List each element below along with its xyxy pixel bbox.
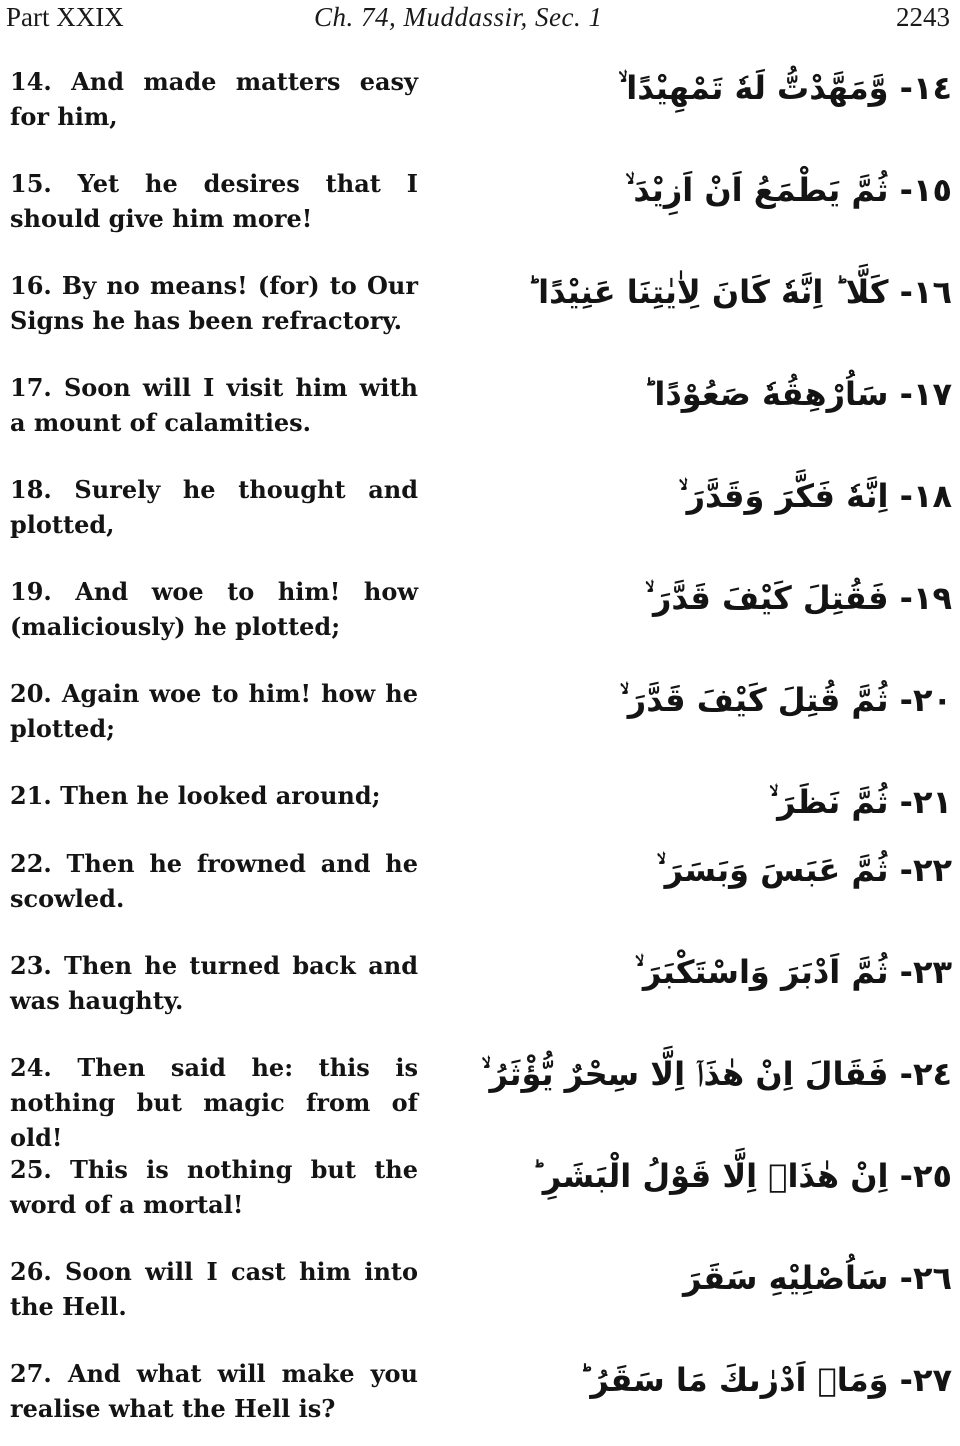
verse-arabic: ١٤- وَّمَهَّدْتُّ لَهٗ تَمْهِيْدًا ۙ xyxy=(618,69,952,107)
verse-row xyxy=(0,676,960,766)
verse-translation: 16. By no means! (for) to Our Signs he has been refractory. xyxy=(10,271,418,335)
verse-translation: 14. And made matters easy for him, xyxy=(10,67,418,131)
verse-arabic: ١٥- ثُمَّ يَطْمَعُ اَنْ اَزِيْدَ ۙ xyxy=(625,171,952,209)
part-label: Part XXIX xyxy=(6,2,124,32)
verse-row xyxy=(0,948,960,1038)
verse-row xyxy=(0,166,960,256)
verse-translation: 18. Surely he thought and plotted, xyxy=(10,475,418,539)
verse-translation: 19. And woe to him! how (maliciously) he plotted; xyxy=(10,577,418,641)
verse-row xyxy=(0,1152,960,1242)
verse-row xyxy=(0,370,960,460)
verse-translation: 20. Again woe to him! how he plotted; xyxy=(10,679,418,743)
verse-translation: 26. Soon will I cast him into the Hell. xyxy=(10,1257,418,1321)
verse-arabic: ١٩- فَقُتِلَ كَيْفَ قَدَّرَ ۙ xyxy=(644,579,952,617)
verse-arabic: ١٧- سَاُرْهِقُهٗ صَعُوْدًا ؕ xyxy=(643,375,952,413)
verse-arabic: ٢٧- وَمَاۤ اَدْرٰىكَ مَا سَقَرُ ؕ xyxy=(579,1361,952,1399)
verse-translation: 21. Then he looked around; xyxy=(10,781,381,810)
page-header xyxy=(0,0,960,36)
verse-arabic: ٢٤- فَقَالَ اِنْ هٰذَاۤ اِلَّا سِحْرٌ يُّؤْثَرُ ۙ xyxy=(481,1055,952,1093)
verse-arabic: ١٨- اِنَّهٗ فَكَّرَ وَقَدَّرَ ۙ xyxy=(678,477,952,515)
verse-arabic: ١٦- كَلَّا ؕ اِنَّهٗ كَانَ لِاٰيٰتِنَا عَنِيْدًا ؕ xyxy=(527,273,952,311)
verse-translation: 17. Soon will I visit him with a mount of calamities. xyxy=(10,373,418,437)
verse-translation: 25. This is nothing but the word of a mortal! xyxy=(10,1155,418,1219)
verse-row xyxy=(0,268,960,358)
verse-row xyxy=(0,1254,960,1344)
verse-row xyxy=(0,574,960,664)
verse-arabic: ٢٥- اِنْ هٰذَاۤ اِلَّا قَوْلُ الْبَشَرِ ؕ xyxy=(531,1157,952,1195)
verse-row xyxy=(0,64,960,154)
verse-row xyxy=(0,1356,960,1446)
verse-translation: 27. And what will make you realise what the Hell is? xyxy=(10,1359,418,1423)
verse-arabic: ٢١- ثُمَّ نَظَرَ ۙ xyxy=(769,783,952,821)
verse-arabic: ٢٢- ثُمَّ عَبَسَ وَبَسَرَ ۙ xyxy=(656,851,952,889)
verse-row xyxy=(0,472,960,562)
verse-translation: 24. Then said he: this is nothing but magic from of old! xyxy=(10,1053,418,1152)
verse-translation: 22. Then he frowned and he scowled. xyxy=(10,849,418,913)
page-number: 2243 xyxy=(896,2,950,32)
verse-translation: 15. Yet he desires that I should give him more! xyxy=(10,169,418,233)
verse-translation: 23. Then he turned back and was haughty. xyxy=(10,951,418,1015)
verse-arabic: ٢٣- ثُمَّ اَدْبَرَ وَاسْتَكْبَرَ ۙ xyxy=(634,953,952,991)
chapter-title: Ch. 74, Muddassir, Sec. 1 xyxy=(314,2,603,32)
verse-arabic: ٢٠- ثُمَّ قُتِلَ كَيْفَ قَدَّرَ ۙ xyxy=(619,681,952,719)
verse-arabic: ٢٦- سَاُصْلِيْهِ سَقَرَ xyxy=(683,1259,952,1297)
verse-row xyxy=(0,846,960,936)
verse-row xyxy=(0,1050,960,1152)
